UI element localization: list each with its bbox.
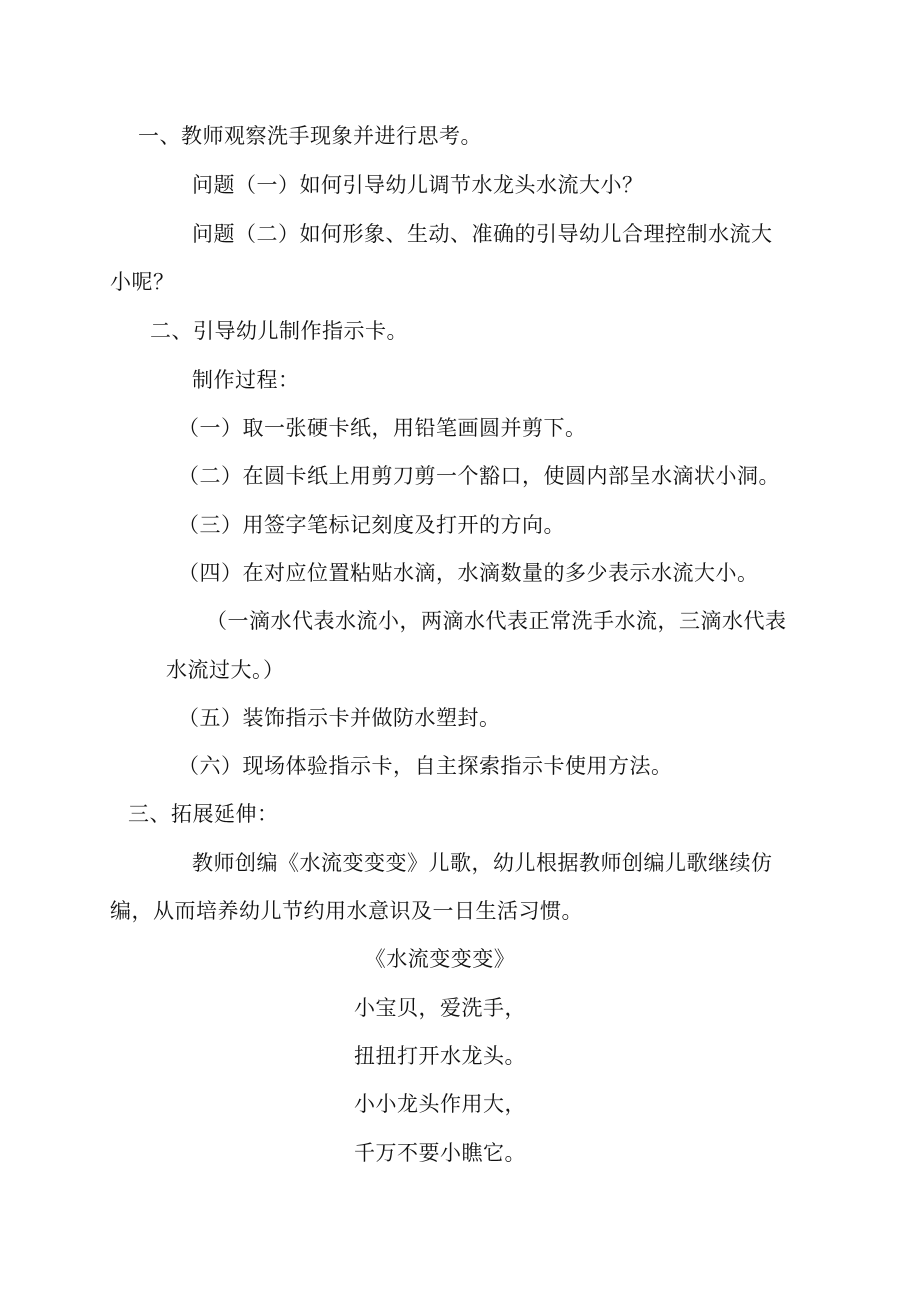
step-6: （六）现场体验指示卡，自主探索指示卡使用方法。: [178, 754, 673, 778]
section-1-heading: 一、教师观察洗手现象并进行思考。: [138, 124, 482, 148]
section-2-heading: 二、引导幼儿制作指示卡。: [150, 319, 408, 343]
poem-line: 千万不要小瞧它。: [354, 1141, 526, 1165]
step-3: （三）用签字笔标记刻度及打开的方向。: [178, 513, 565, 537]
poem-line: 扭扭打开水龙头。: [354, 1044, 526, 1068]
note-line-1: （一滴水代表水流小，两滴水代表正常洗手水流，三滴水代表: [206, 609, 787, 633]
section-3-heading: 三、拓展延伸：: [128, 802, 279, 826]
poem-line: 小宝贝，爱洗手，: [354, 996, 526, 1020]
poem-line: 小小龙头作用大，: [354, 1092, 526, 1116]
question-2-line-2: 小呢？: [110, 270, 175, 294]
extension-line-2: 编，从而培养幼儿节约用水意识及一日生活习惯。: [110, 899, 583, 923]
question-2-line-1: 问题（二）如何形象、生动、准确的引导幼儿合理控制水流大: [192, 222, 773, 246]
extension-line-1: 教师创编《水流变变变》儿歌，幼儿根据教师创编儿歌继续仿: [192, 851, 773, 875]
step-5: （五）装饰指示卡并做防水塑封。: [178, 706, 501, 730]
step-1: （一）取一张硬卡纸，用铅笔画圆并剪下。: [178, 416, 587, 440]
process-label: 制作过程：: [192, 368, 300, 392]
step-2: （二）在圆卡纸上用剪刀剪一个豁口，使圆内部呈水滴状小洞。: [178, 464, 780, 488]
question-1: 问题（一）如何引导幼儿调节水龙头水流大小？: [192, 173, 644, 197]
poem-title: 《水流变变变》: [364, 947, 516, 971]
note-line-2: 水流过大。）: [166, 658, 285, 682]
step-4: （四）在对应位置粘贴水滴，水滴数量的多少表示水流大小。: [178, 561, 759, 585]
